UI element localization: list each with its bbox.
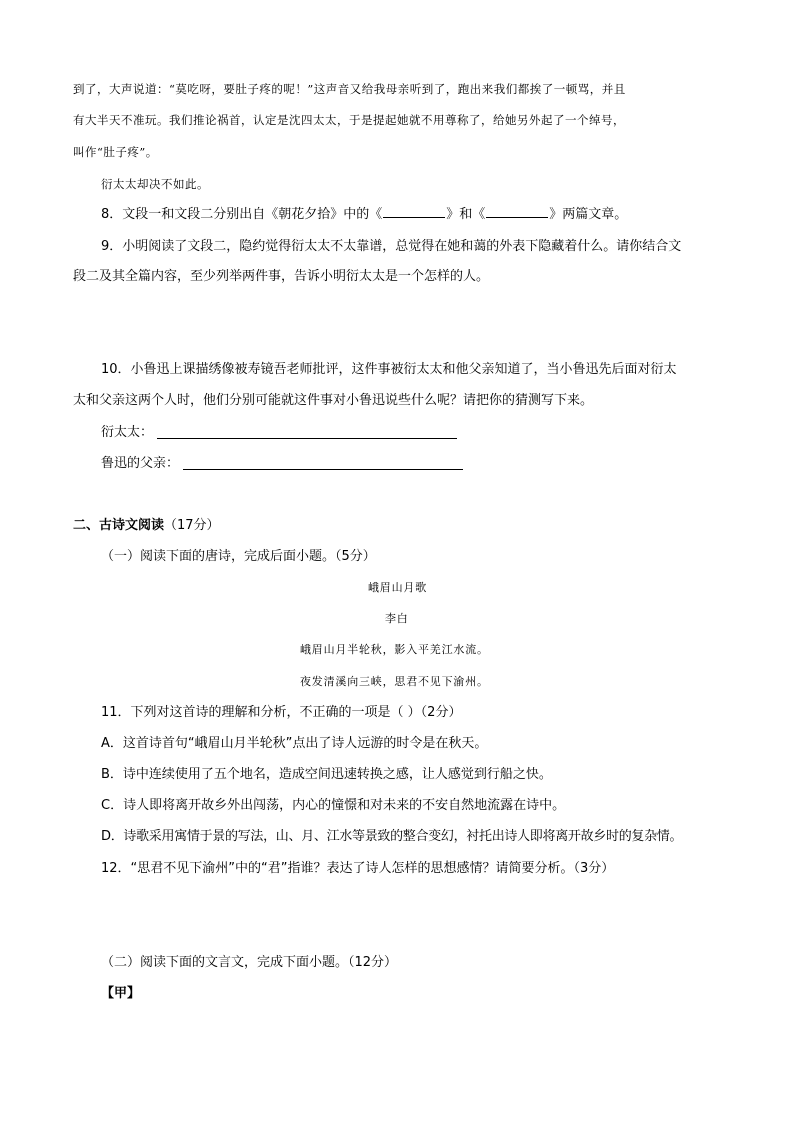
poem-author: 李白 [385,612,409,625]
question-11-option-d: D．诗歌采用寓情于景的写法，山、月、江水等景致的整合变幻，衬托出诗人即将离开故乡时的复杂情。 [101,829,683,844]
question-11-option-c: C．诗人即将离开故乡外出闯荡，内心的憧憬和对未来的不安自然地流露在诗中。 [101,798,566,813]
answer-line-father[interactable] [183,469,463,470]
question-11-option-b: B．诗中连续使用了五个地名，造成空间迅速转换之感，让人感觉到行船之快。 [101,767,552,782]
passage-jia-label: 【甲】 [101,986,141,1001]
question-9-line-2: 段二及其全篇内容，至少列举两件事，告诉小明衍太太是一个怎样的人。 [73,269,490,284]
question-8-part1: 8．文段一和文段二分别出自《朝花夕拾》中的《 [101,207,383,222]
part-1-intro: （一）阅读下面的唐诗，完成后面小题。（5分） [101,549,376,564]
poem-line-1: 峨眉山月半轮秋，影入平羌江水流。 [300,643,489,656]
answer-blank-2[interactable] [486,205,548,218]
section-2-heading [73,517,220,535]
answer-blank-1[interactable] [383,205,445,218]
section-2-title: 二、古诗文阅读 [73,518,165,533]
part-2-intro: （二）阅读下面的文言文，完成下面小题。（12分） [101,955,398,970]
question-11-option-a: A．这首诗首句“峨眉山月半轮秋”点出了诗人远游的时令是在秋天。 [101,736,488,751]
question-10-line-2: 太和父亲这两个人时，他们分别可能就这件事对小鲁迅说些什么呢？请把你的猜测写下来。 [73,393,594,408]
excerpt-line-4: 衍太太却决不如此。 [101,177,209,191]
question-11-stem: 11．下列对这首诗的理解和分析，不正确的一项是（ ）（2分） [101,705,462,720]
question-8-part2: 》和《 [446,207,486,222]
excerpt-line-3: 叫作“肚子疼”。 [73,145,158,159]
excerpt-line-2: 有大半天不准玩。我们推论祸首，认定是沈四太太，于是提起她就不用尊称了，给她另外起了一个绰号， [73,113,625,127]
poem-title: 峨眉山月歌 [368,581,427,594]
question-12-stem: 12．“思君不见下渝州”中的“君”指谁？表达了诗人怎样的思想感情？请简要分析。（3分） [101,861,615,876]
question-8-part3: 》两篇文章。 [549,207,628,222]
answer-label-father: 鲁迅的父亲： [101,456,180,471]
question-9-line-1: 9．小明阅读了文段二，隐约觉得衍太太不太靠谱，总觉得在她和蔼的外表下隐藏着什么。请你结合文 [101,239,682,254]
poem-line-2: 夜发清溪向三峡，思君不见下渝州。 [300,675,489,688]
answer-line-yan-taitai[interactable] [157,438,457,439]
question-8 [101,205,627,224]
question-10-line-1: 10．小鲁迅上课描绣像被寿镜吾老师批评，这件事被衍太太和他父亲知道了，当小鲁迅先后面对衍太 [101,362,677,377]
excerpt-line-1: 到了，大声说道：“莫吃呀，要肚子疼的呢！”这声音又给我母亲听到了，跑出来我们都挨了一顿骂，并且 [73,82,626,96]
section-2-score: （17分） [164,518,220,533]
answer-label-yan-taitai: 衍太太： [101,425,154,440]
